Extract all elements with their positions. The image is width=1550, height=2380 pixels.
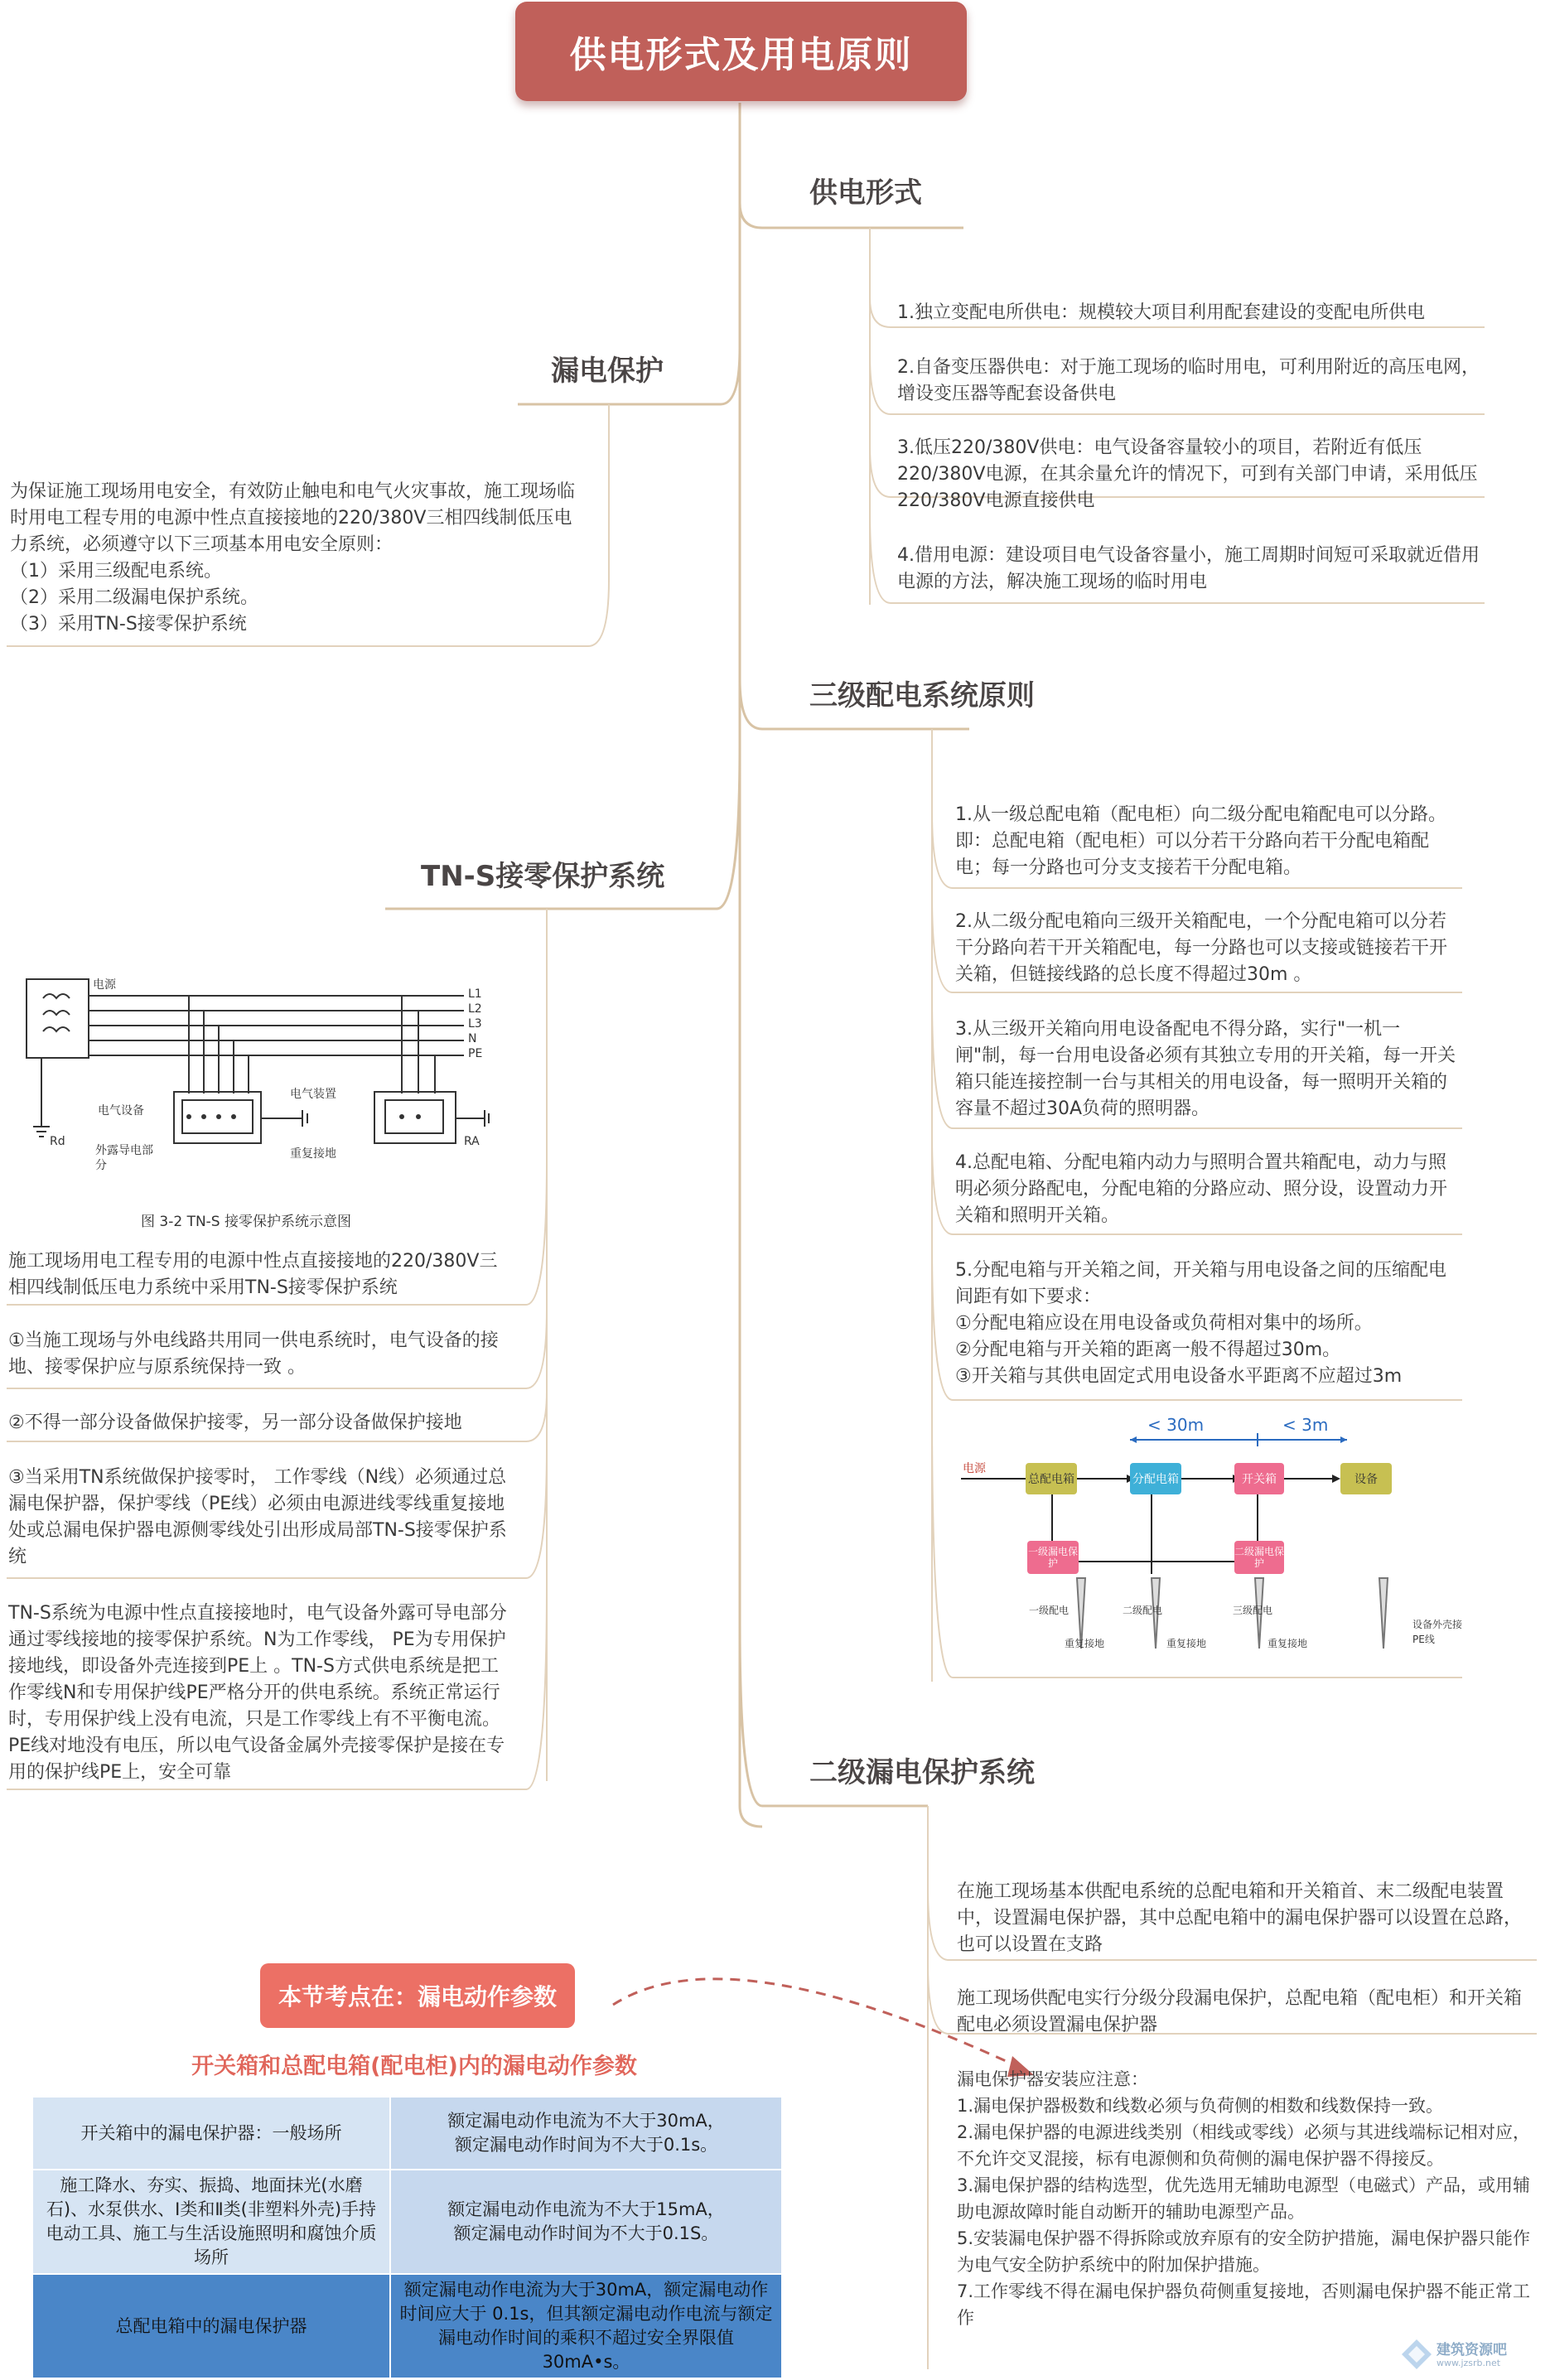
distance-label-30m: < 30m	[1147, 1415, 1205, 1435]
table-cell: 开关箱中的漏电保护器：一般场所	[32, 2097, 390, 2170]
two-level-item-3: 漏电保护器安装应注意： 1.漏电保护器极数和线数必须与负荷侧的相数和线数保持一致。 2.漏电保护器的电源进线类别（相线或零线）必须与其进线端标记相对应，不允许交叉混接，标有电源侧和负荷侧的漏电保护器不得接反。 3.漏电保护器的结构选型，优先选用无辅助电源型（电磁式）产品，或用辅助电源故障时能自动断开的辅助电源型产品。 5.安装漏电保护器不得拆除或放弃原有的安全防护措施，漏电保护器只能作为电气安全防护系统中的附加保护措施。 7.工作零线不得在漏电保护器负荷侧重复接地，否则漏电保护器不能正常工作	[957, 2069, 1531, 2328]
tns-label-power: 电源	[93, 978, 116, 992]
table-cell: 额定漏电动作电流为大于30mA，额定漏电动作时间应大于 0.1s，但其额定漏电动作电流与额定漏电动作时间的乘积不超过安全界限值30mA•s。	[390, 2274, 782, 2378]
watermark	[1400, 2334, 1541, 2374]
heading-leakage: 漏电保护	[551, 355, 664, 388]
heading-two-level: 二级漏电保护系统	[809, 1756, 1035, 1789]
switch-box: 开关箱	[1234, 1463, 1284, 1494]
table-cell: 额定漏电动作电流为不大于30mA， 额定漏电动作时间为不大于0.1s。	[390, 2097, 782, 2170]
tns-label-electric-device: 电气装置	[290, 1088, 336, 1101]
distribution-diagram	[953, 1408, 1466, 1673]
diagram-source-label: 电源	[963, 1462, 986, 1475]
power-supply-item-2: 2.自备变压器供电：对于施工现场的临时用电，可利用附近的高压电网，增设变压器等配套设备供电	[897, 357, 1480, 404]
heading-power-supply: 供电形式	[809, 176, 922, 210]
leakage-params-title: 开关箱和总配电箱(配电柜)内的漏电动作参数	[191, 2054, 637, 2079]
tns-item-1: 施工现场用电工程专用的电源中性点直接接地的220/380V三相四线制低压电力系统中采用TN-S接零保护系统	[8, 1251, 498, 1298]
table-cell: 施工降水、夯实、振捣、地面抹光(水磨石)、水泵供水、I类和Ⅱ类(非塑料外壳)手持电动工具、施工与生活设施照明和腐蚀介质场所	[32, 2170, 390, 2274]
table-cell: 额定漏电动作电流为不大于15mA， 额定漏电动作时间为不大于0.1S。	[390, 2170, 782, 2274]
label-level2: 二级配电	[1123, 1605, 1163, 1616]
tns-label-rd: Rd	[50, 1135, 65, 1148]
tns-label-repeat-ground: 重复接地	[290, 1147, 336, 1161]
sub-distribution-box: 分配电箱	[1130, 1463, 1181, 1494]
label-level1: 一级配电	[1029, 1605, 1070, 1616]
tns-label-l1: L1	[468, 987, 482, 1001]
watermark-text: 建筑资源吧	[1437, 2342, 1507, 2358]
exam-point-badge: 本节考点在：漏电动作参数	[260, 1963, 575, 2028]
two-level-item-1: 在施工现场基本供配电系统的总配电箱和开关箱首、末二级配电装置中，设置漏电保护器，其中总配电箱中的漏电保护器可以设置在总路，也可以设置在支路	[957, 1881, 1523, 1955]
heading-tns: TN-S接零保护系统	[421, 860, 665, 893]
label-pe-note: 设备外壳接PE线	[1412, 1619, 1463, 1645]
three-level-item-3: 3.从三级开关箱向用电设备配电不得分路，实行"一机一闸"制，每一台用电设备必须有其独立专用的开关箱，每一开关箱只能连接控制一台与其相关的用电设备，每一照明开关箱的容量不超过30A负荷的照明器。	[955, 1019, 1456, 1119]
tns-figure	[17, 969, 514, 1243]
label-level3: 三级配电	[1233, 1605, 1273, 1616]
tns-label-l3: L3	[468, 1017, 482, 1031]
distance-label-3m: < 3m	[1282, 1415, 1329, 1435]
tns-figure-drawing	[17, 969, 514, 1243]
second-level-leakage-protection: 二级漏电保护	[1234, 1541, 1284, 1574]
first-level-leakage-protection: 一级漏电保护	[1027, 1541, 1079, 1574]
label-ground-3: 重复接地	[1268, 1638, 1308, 1649]
equipment-box: 设备	[1340, 1463, 1392, 1494]
tns-label-ra: RA	[464, 1135, 480, 1148]
main-distribution-box: 总配电箱	[1026, 1463, 1077, 1494]
page-title: 供电形式及用电原则	[515, 2, 967, 101]
tns-item-2: ①当施工现场与外电线路共用同一供电系统时，电气设备的接地、接零保护应与原系统保持一致 。	[8, 1330, 499, 1378]
tns-label-exposed: 外露导电部分	[95, 1144, 153, 1172]
tns-label-l2: L2	[468, 1002, 482, 1016]
three-level-item-1: 1.从一级总配电箱（配电柜）向二级分配电箱配电可以分路。即：总配电箱（配电柜）可以分若干分路向若干分配电箱配电；每一分路也可分支支接若干分配电箱。	[955, 804, 1446, 878]
label-ground-1: 重复接地	[1065, 1638, 1105, 1649]
tns-label-n: N	[468, 1032, 477, 1045]
three-level-item-2: 2.从二级分配电箱向三级开关箱配电，一个分配电箱可以分若干分路向若干开关箱配电，每一分路也可以支接或链接若干开关箱，但链接线路的总长度不得超过30m 。	[955, 911, 1448, 985]
tns-figure-caption: 图 3-2 TN-S 接零保护系统示意图	[141, 1214, 352, 1230]
power-supply-item-1: 1.独立变配电所供电：规模较大项目利用配套建设的变配电所供电	[897, 302, 1425, 323]
tns-label-pe: PE	[468, 1047, 483, 1060]
tns-label-device: 电气设备	[98, 1104, 144, 1118]
leakage-principles-text: 为保证施工现场用电安全，有效防止触电和电气火灾事故，施工现场临时用电工程专用的电源中性点直接接地的220/380V三相四线制低压电力系统，必须遵守以下三项基本用电安全原则： （1）采用三级配电系统。 （2）采用二级漏电保护系统。 （3）采用TN-S接零保护系统	[10, 481, 576, 635]
table-row	[32, 2274, 782, 2378]
two-level-item-2: 施工现场供配电实行分级分段漏电保护，总配电箱（配电柜）和开关箱配电必须设置漏电保护器	[957, 1988, 1523, 2035]
three-level-item-5: 5.分配电箱与开关箱之间，开关箱与用电设备之间的压缩配电间距有如下要求： ①分配电箱应设在用电设备或负荷相对集中的场所。 ②分配电箱与开关箱的距离一般不得超过30m。 ③开关箱与其供电固定式用电设备水平距离不应超过3m	[955, 1260, 1446, 1387]
tns-item-3: ②不得一部分设备做保护接零，另一部分设备做保护接地	[8, 1412, 462, 1433]
label-ground-2: 重复接地	[1166, 1638, 1207, 1649]
watermark-url: www.jzsrb.net	[1437, 2358, 1501, 2368]
power-supply-item-3: 3.低压220/380V供电：电气设备容量较小的项目，若附近有低压220/380V电源，在其余量允许的情况下，可到有关部门申请，采用低压220/380V电源直接供电	[897, 437, 1478, 511]
table-row	[32, 2170, 782, 2274]
three-level-item-4: 4.总配电箱、分配电箱内动力与照明合置共箱配电，动力与照明必须分路配电，分配电箱的分路应动、照分设，设置动力开关箱和照明开关箱。	[955, 1152, 1448, 1226]
watermark-logo-icon	[1400, 2338, 1433, 2371]
leakage-params-table	[31, 2096, 783, 2379]
heading-three-level: 三级配电系统原则	[809, 679, 1035, 712]
tns-item-4: ③当采用TN系统做保护接零时， 工作零线（N线）必须通过总漏电保护器，保护零线（PE线）必须由电源进线零线重复接地处或总漏电保护器电源侧零线处引出形成局部TN-S接零保护系统	[8, 1467, 507, 1567]
tns-item-5: TN-S系统为电源中性点直接接地时，电气设备外露可导电部分通过零线接地的接零保护系统。N为工作零线， PE为专用保护接地线，即设备外壳连接到PE上 。TN-S方式供电系统是把工作零线N和专用保护线PE严格分开的供电系统。系统正常运行时，专用保护线上没有电流，只是工作零线上有不平衡电流。PE线对地没有电压，所以电气设备金属外壳接零保护是接在专用的保护线PE上，安全可靠	[8, 1603, 507, 1783]
table-row	[32, 2097, 782, 2170]
table-cell: 总配电箱中的漏电保护器	[32, 2274, 390, 2378]
power-supply-item-4: 4.借用电源：建设项目电气设备容量小，施工周期时间短可采取就近借用电源的方法，解决施工现场的临时用电	[897, 545, 1480, 592]
